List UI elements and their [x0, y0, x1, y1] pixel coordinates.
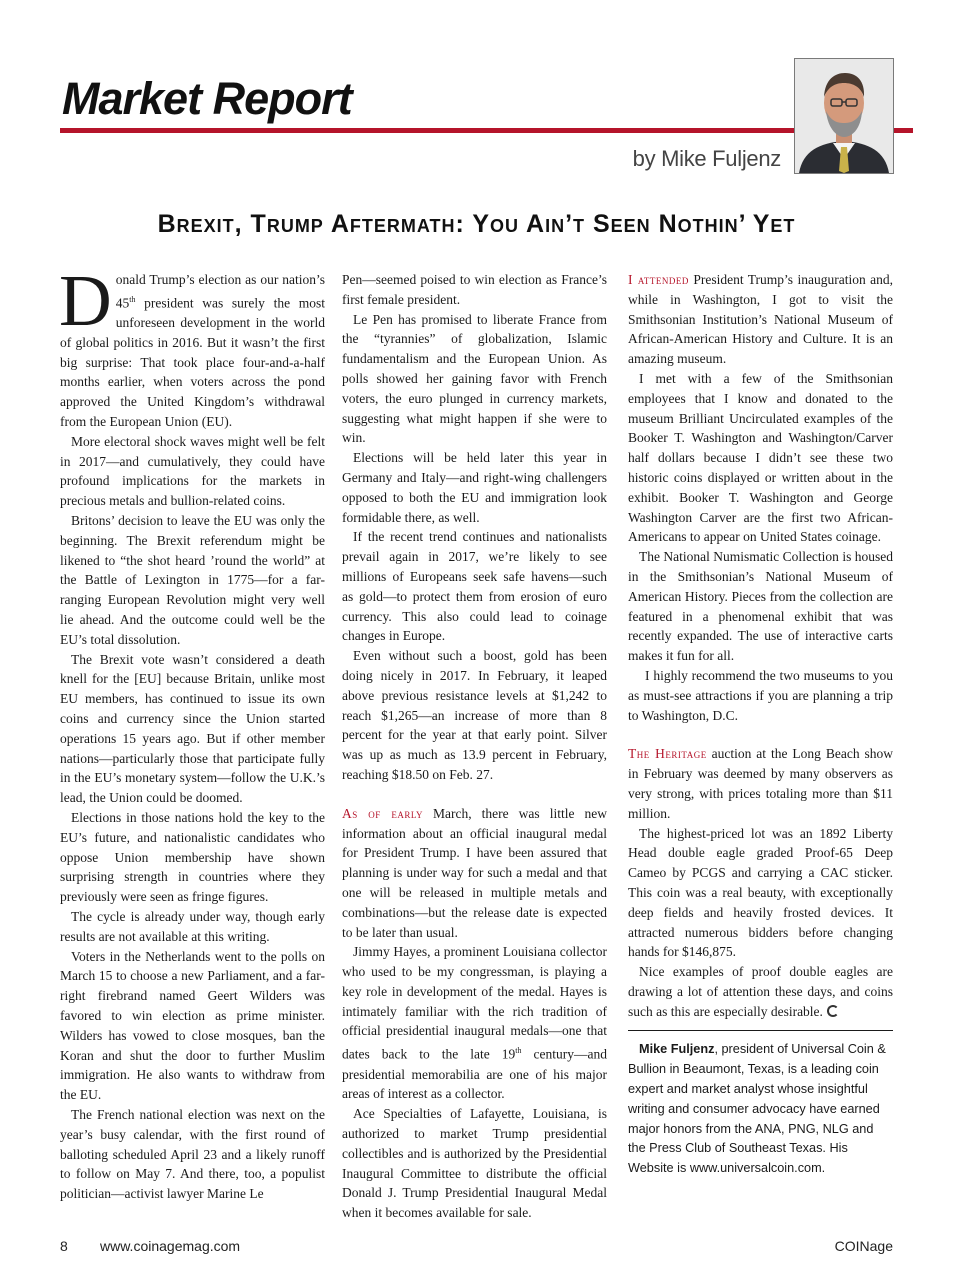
page-number: 8	[60, 1238, 68, 1254]
superscript: th	[129, 294, 136, 304]
paragraph: Elections in those nations hold the key to the EU’s future, and nationalistic candidates who oppose Union membership have shown surprising strength in countries where they previously were seen as fringe figures.	[60, 810, 325, 905]
lead-in: As of early	[342, 805, 423, 821]
paragraph: Britons’ decision to leave the EU was only the beginning. The Brexit referendum might be likened to “the shot heard ’round the world” at the Battle of Lexington in 1775—for a far-ranging European Revolution might very well lie ahead. And the outcome could well be the EU’s total dissolution.	[60, 513, 325, 647]
end-mark-icon	[827, 1005, 839, 1017]
paragraph	[628, 962, 893, 1021]
author-portrait-icon	[795, 59, 893, 173]
author-bio	[628, 1040, 893, 1179]
paragraph: I met with a few of the Smithsonian employees that I know and donated to the museum Brilliant Uncirculated examples of the Booker T. Washington and Washington/Carver half dollars because I didn’t see these two historic coins displayed or written about in the exhibit. Booker T. Washington and George Washington Carver are the first two African-Americans to appear on United States coinage.	[628, 370, 893, 545]
drop-cap: D	[59, 260, 112, 341]
paragraph-text: Jimmy Hayes, a prominent Louisiana collector who used to be my congressman, is playing a key role in development of the medal. Hayes is intimately familiar with the rich tradition of official presidential inaugural medals—one that dates back to the late 19	[342, 944, 607, 1062]
section-title: Market Report	[62, 73, 352, 124]
paragraph-text: onald Trump’s election as our nation’s 45	[115, 272, 325, 311]
paragraph-text: Nice examples of proof double eagles are drawing a lot of attention these days, and coins such as this are especially desirable.	[628, 964, 893, 1019]
paragraph: The National Numismatic Collection is housed in the Smithsonian’s National Museum of American History. Pieces from the collection are featured in a phenomenal exhibit that was recently expanded. The use of interactive carts makes it fun for all.	[628, 549, 893, 664]
bio-text: , president of Universal Coin & Bullion in Beaumont, Texas, is a leading coin expert and market analyst whose insightful writing and consumer advocacy have earned major honors from the ANA, PNG, NLG and the Press Club of Southeast Texas. His Website is www.universalcoin.com.	[628, 1042, 886, 1176]
article-column-3	[628, 270, 893, 1179]
bio-divider	[628, 1030, 893, 1031]
paragraph-text: president was surely the most unforeseen development in the world of global politics in 2016. But it wasn’t the first big surprise: That took place four-and-a-half months earlier, when voters across the pond approved the United Kingdom’s withdrawal from the European Union (EU).	[60, 295, 325, 430]
lead-in: The Heritage	[628, 746, 707, 762]
paragraph: The cycle is already under way, though early results are not available at this writing.	[60, 909, 325, 944]
paragraph: Le Pen has promised to liberate France from the “tyrannies” of globalization, Islamic fundamentalism and the European Union. As polls showed her gaining favor with French voters, the euro plunged in currency markets, suggesting what might happen if she were to win.	[342, 311, 607, 446]
paragraph	[59, 260, 325, 432]
paragraph-text: President Trump’s inauguration and, while in Washington, I got to visit the Smithsonian Institution’s National Museum of African-American History and Culture. It is an amazing museum.	[628, 272, 893, 367]
paragraph: Ace Specialties of Lafayette, Louisiana, is authorized to market Trump presidential collectibles and is authorized by the Presidential Inaugural Committee to distribute the official Donald J. Trump Presidential Inaugural Medal when it becomes available for sale.	[342, 1106, 607, 1221]
author-photo	[794, 58, 894, 174]
paragraph: If the recent trend continues and nationalists prevail again in 2017, we’re likely to see millions of Europeans seek safe havens—such as gold—to protect them from erosion of euro currency. This also could lead to coinage changes in Europe.	[342, 529, 607, 644]
paragraph: Pen—seemed poised to win election as France’s first female president.	[342, 272, 607, 307]
paragraph	[342, 942, 607, 1104]
superscript: th	[515, 1046, 522, 1056]
byline: by Mike Fuljenz	[632, 146, 781, 171]
article-headline: Brexit, Trump Aftermath: You Ain’t Seen Nothin’ Yet	[157, 210, 796, 238]
paragraph	[342, 804, 607, 943]
paragraph: The Brexit vote wasn’t considered a death knell for the [EU] because Britain, unlike most EU members, has continued to issue its own coins and currency since the Union started operations 15 years ago. But if other member nations—particularly those that participate fully in the EU’s monetary system—follow the U.K.’s lead, the Union could be doomed.	[60, 651, 325, 806]
footer-magazine: COINage	[834, 1238, 893, 1254]
article-column-2	[342, 270, 607, 1223]
paragraph: Even without such a boost, gold has been doing nicely in 2017. In February, it leaped above previous resistance levels at $1,242 to reach $1,265—an increase of more than 8 percent for the year at that early point. Silver was up as much as 13.9 percent in February, reaching $18.50 on Feb. 27.	[342, 648, 607, 782]
paragraph: The French national election was next on the year’s busy calendar, with the first round of balloting scheduled April 23 and a likely runoff to follow on May 7. And there, too, a populist politician—activist lawyer Marine Le	[60, 1106, 325, 1202]
paragraph: I highly recommend the two museums to you as must-see attractions if you are planning a trip to Washington, D.C.	[628, 667, 893, 723]
paragraph: The highest-priced lot was an 1892 Liberty Head double eagle graded Proof-65 Deep Cameo by PCGS and carrying a CAC sticker. This coin was a real beauty, with exceptionally deep fields and heavily frosted devices. It attracted numerous bidders before changing hands for $146,875.	[628, 825, 893, 960]
paragraph-text: March, there was little new information about an official inaugural medal for President Trump. I have been assured that planning is under way for such a medal and that one will be released in multiple metals and combinations—but the release date is expected to be later than usual.	[342, 805, 607, 940]
article-column-1	[59, 260, 325, 1204]
footer-url: www.coinagemag.com	[100, 1238, 241, 1254]
paragraph: Voters in the Netherlands went to the polls on March 15 to choose a new Parliament, and a far-right firebrand named Geert Wilders was favored to win election as prime minister. Wilders has vowed to close mosques, ban the Koran and shut the door to further Muslim immigration. He also wants to withdraw from the EU.	[60, 948, 325, 1103]
header-rule	[60, 128, 913, 133]
paragraph: More electoral shock waves might well be felt in 2017—and cumulatively, they could have profound implications for the markets in precious metals and bullion-related coins.	[60, 433, 325, 509]
paragraph	[628, 270, 893, 369]
paragraph: Elections will be held later this year in Germany and Italy—and right-wing challengers opposed to both the EU and immigration look formidable there, as well.	[342, 450, 607, 525]
paragraph-text: auction at the Long Beach show in February was deemed by many observers as very strong, with prices totaling more than $11 million.	[628, 746, 894, 821]
lead-in: I attended	[628, 272, 689, 287]
paragraph	[628, 744, 893, 823]
paragraph-text: century—and presidential memorabilia are one of his major areas of interest as a collector.	[342, 1046, 608, 1102]
bio-name: Mike Fuljenz	[639, 1042, 715, 1057]
